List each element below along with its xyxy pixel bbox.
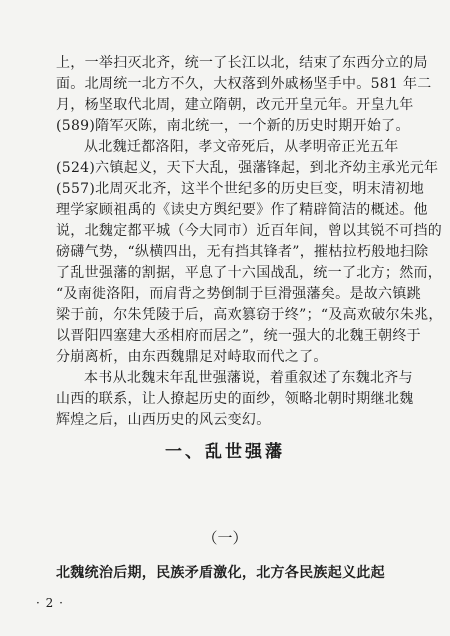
text-line: 本书从北魏末年乱世强藩说，着重叙述了东魏北齐与 bbox=[84, 370, 413, 386]
text-line: 上，一举扫灭北齐，统一了长江以北，结束了东西分立的局 bbox=[56, 55, 428, 71]
text-line: 理学家顾祖禹的《读史方舆纪要》作了精辟简洁的概述。他 bbox=[56, 202, 428, 218]
text-line: 北魏统治后期，民族矛盾激化，北方各民族起义此起 bbox=[56, 565, 385, 581]
section-title: 一、乱世强藩 bbox=[165, 442, 285, 462]
text-line: 说，北魏定都平城（今大同市）近百年间，曾以其锐不可挡的 bbox=[56, 223, 443, 239]
page-number: · 2 · bbox=[36, 596, 64, 610]
text-line: 以晋阳四塞建大丞相府而居之”，统一强大的北魏王朝终于 bbox=[56, 328, 421, 344]
text-line: 辉煌之后，山西历史的风云变幻。 bbox=[56, 412, 271, 428]
section-subtitle: （一） bbox=[202, 529, 248, 547]
text-line: (589)隋军灭陈，南北统一，一个新的历史时期开始了。 bbox=[56, 118, 410, 134]
text-line: 山西的联系，让人撩起历史的面纱，领略北朝时期继北魏 bbox=[56, 391, 414, 407]
text-line: (524)六镇起义，天下大乱，强藩锋起，到北齐幼主承光元年 bbox=[56, 160, 439, 176]
text-line: 面。北周统一北方不久，大权落到外戚杨坚手中。581 年二 bbox=[56, 76, 432, 92]
text-line: 月，杨坚取代北周，建立隋朝，改元开皇元年。开皇九年 bbox=[56, 97, 414, 113]
text-line: “及南徙洛阳，而肩背之势倒制于巨滑强藩矣。是故六镇跳 bbox=[56, 286, 421, 302]
text-line: (557)北周灭北齐，这半个世纪多的历史巨变，明末清初地 bbox=[56, 181, 425, 197]
text-line: 磅礴气势，“纵横四出，无有挡其锋者”，摧枯拉朽般地扫除 bbox=[56, 244, 429, 260]
text-line: 了乱世强藩的割据，平息了十六国战乱，统一了北方；然而， bbox=[56, 265, 443, 281]
body-text bbox=[56, 53, 443, 431]
text-line: 分崩离析，由东西魏鼎足对峙取而代之了。 bbox=[56, 349, 328, 365]
text-line: 从北魏迁都洛阳，孝文帝死后，从孝明帝正光五年 bbox=[84, 139, 399, 155]
text-line: 梁于前，尔朱凭陵于后，高欢篡窃于终”；“及高欢破尔朱兆， bbox=[56, 307, 443, 323]
